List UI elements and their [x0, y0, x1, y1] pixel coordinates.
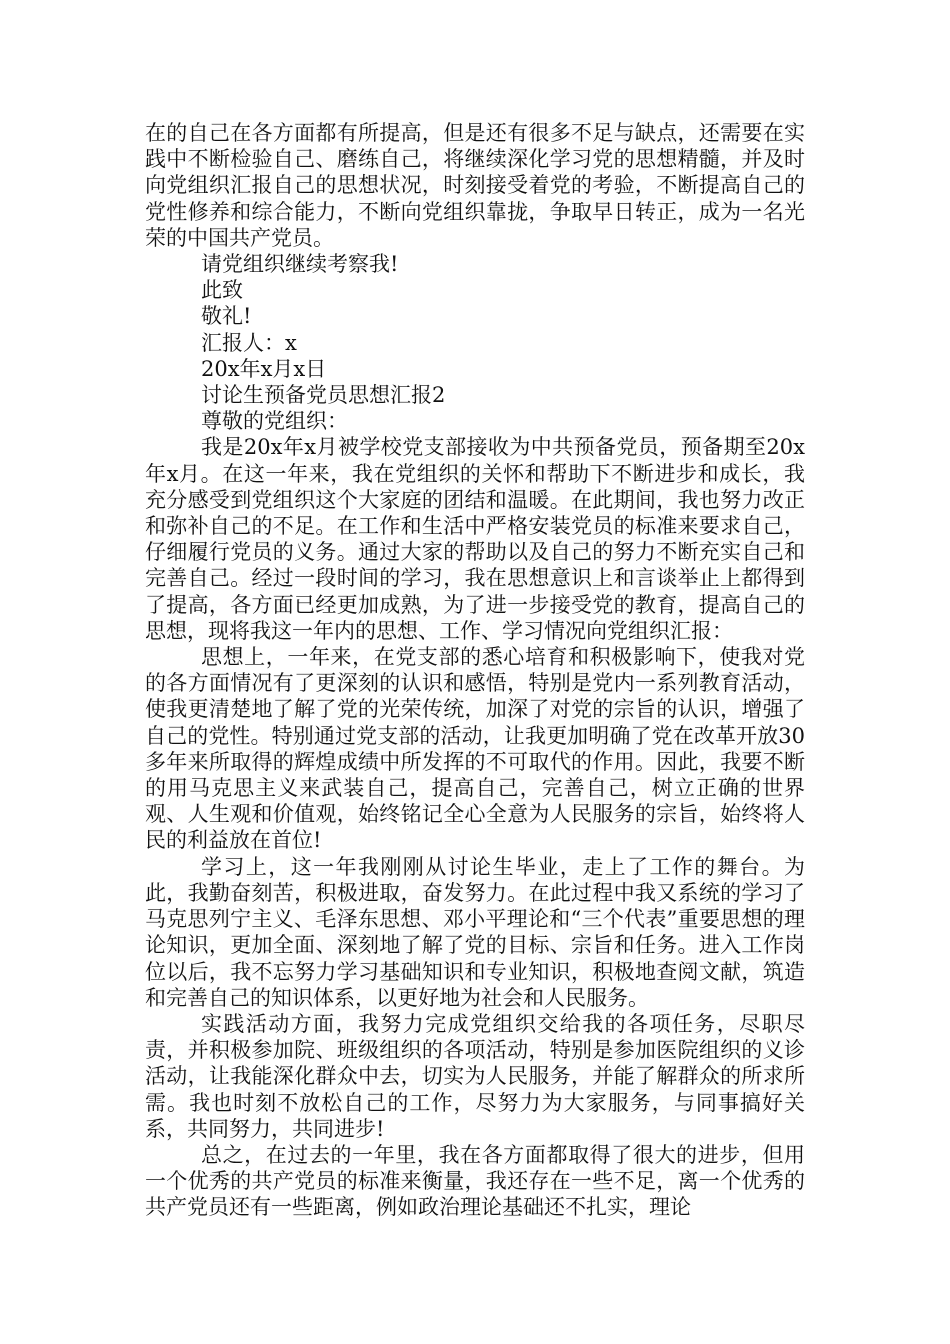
paragraph: 思想上，一年来，在党支部的悉心培育和积极影响下，使我对党的各方面情况有了更深刻的认识和感悟，特别是党内一系列教育活动，使我更清楚地了解了党的光荣传统，加深了对党的宗旨的认识，增强了自己的党性。特别通过党支部的活动，让我更加明确了党在改革开放30多年来所取得的辉煌成绩中所发挥的不可取代的作用。因此，我要不断的用马克思主义来武装自己，提高自己，完善自己，树立正确的世界观、人生观和价值观，始终铭记全心全意为人民服务的宗旨，始终将人民的利益放在首位! — [145, 645, 805, 853]
greeting: 尊敬的党组织： — [201, 409, 348, 434]
report-date: 20x年x月x日 — [201, 356, 327, 381]
document-body — [145, 120, 805, 1221]
salutation-cizhi: 此致 — [201, 278, 243, 303]
paragraph: 总之，在过去的一年里，我在各方面都取得了很大的进步，但用一个优秀的共产党员的标准来衡量，我还存在一些不足，离一个优秀的共产党员还有一些距离，例如政治理论基础还不扎实，理论 — [145, 1142, 805, 1220]
paragraph: 我是20x年x月被学校党支部接收为中共预备党员，预备期至20x年x月。在这一年来，我在党组织的关怀和帮助下不断进步和成长，我充分感受到党组织这个大家庭的团结和温暖。在此期间，我也努力改正和弥补自己的不足。在工作和生活中严格安装党员的标准来要求自己，仔细履行党员的义务。通过大家的帮助以及自己的努力不断充实自己和完善自己。经过一段时间的学习，我在思想意识上和言谈举止上都得到了提高，各方面已经更加成熟，为了进一步接受党的教育，提高自己的思想，现将我这一年内的思想、工作、学习情况向党组织汇报： — [145, 435, 805, 643]
paragraph: 在的自己在各方面都有所提高，但是还有很多不足与缺点，还需要在实践中不断检验自己、磨练自己，将继续深化学习党的思想精髓，并及时向党组织汇报自己的思想状况，时刻接受着党的考验，不断提高自己的党性修养和综合能力，不断向党组织靠拢，争取早日转正，成为一名光荣的中国共产党员。 — [145, 121, 805, 250]
reporter-name: 汇报人：x — [201, 330, 297, 355]
paragraph: 实践活动方面，我努力完成党组织交给我的各项任务，尽职尽责，并积极参加院、班级组织的各项活动，特别是参加医院组织的义诊活动，让我能深化群众中去，切实为人民服务，并能了解群众的所求所需。我也时刻不放松自己的工作，尽努力为大家服务，与同事搞好关系，共同努力，共同进步! — [145, 1011, 805, 1141]
salutation-jingli: 敬礼! — [201, 304, 252, 329]
paragraph: 学习上，这一年我刚刚从讨论生毕业，走上了工作的舞台。为此，我勤奋刻苦，积极进取，奋发努力。在此过程中我又系统的学习了马克思列宁主义、毛泽东思想、邓小平理论和“三个代表”重要思想的理论知识，更加全面、深刻地了解了党的目标、宗旨和任务。进入工作岗位以后，我不忘努力学习基础知识和专业知识，积极地查阅文献，筑造和完善自己的知识体系，以更好地为社会和人民服务。 — [145, 854, 805, 1010]
closing-request: 请党组织继续考察我! — [201, 252, 399, 277]
section-title: 讨论生预备党员思想汇报2 — [201, 383, 446, 408]
